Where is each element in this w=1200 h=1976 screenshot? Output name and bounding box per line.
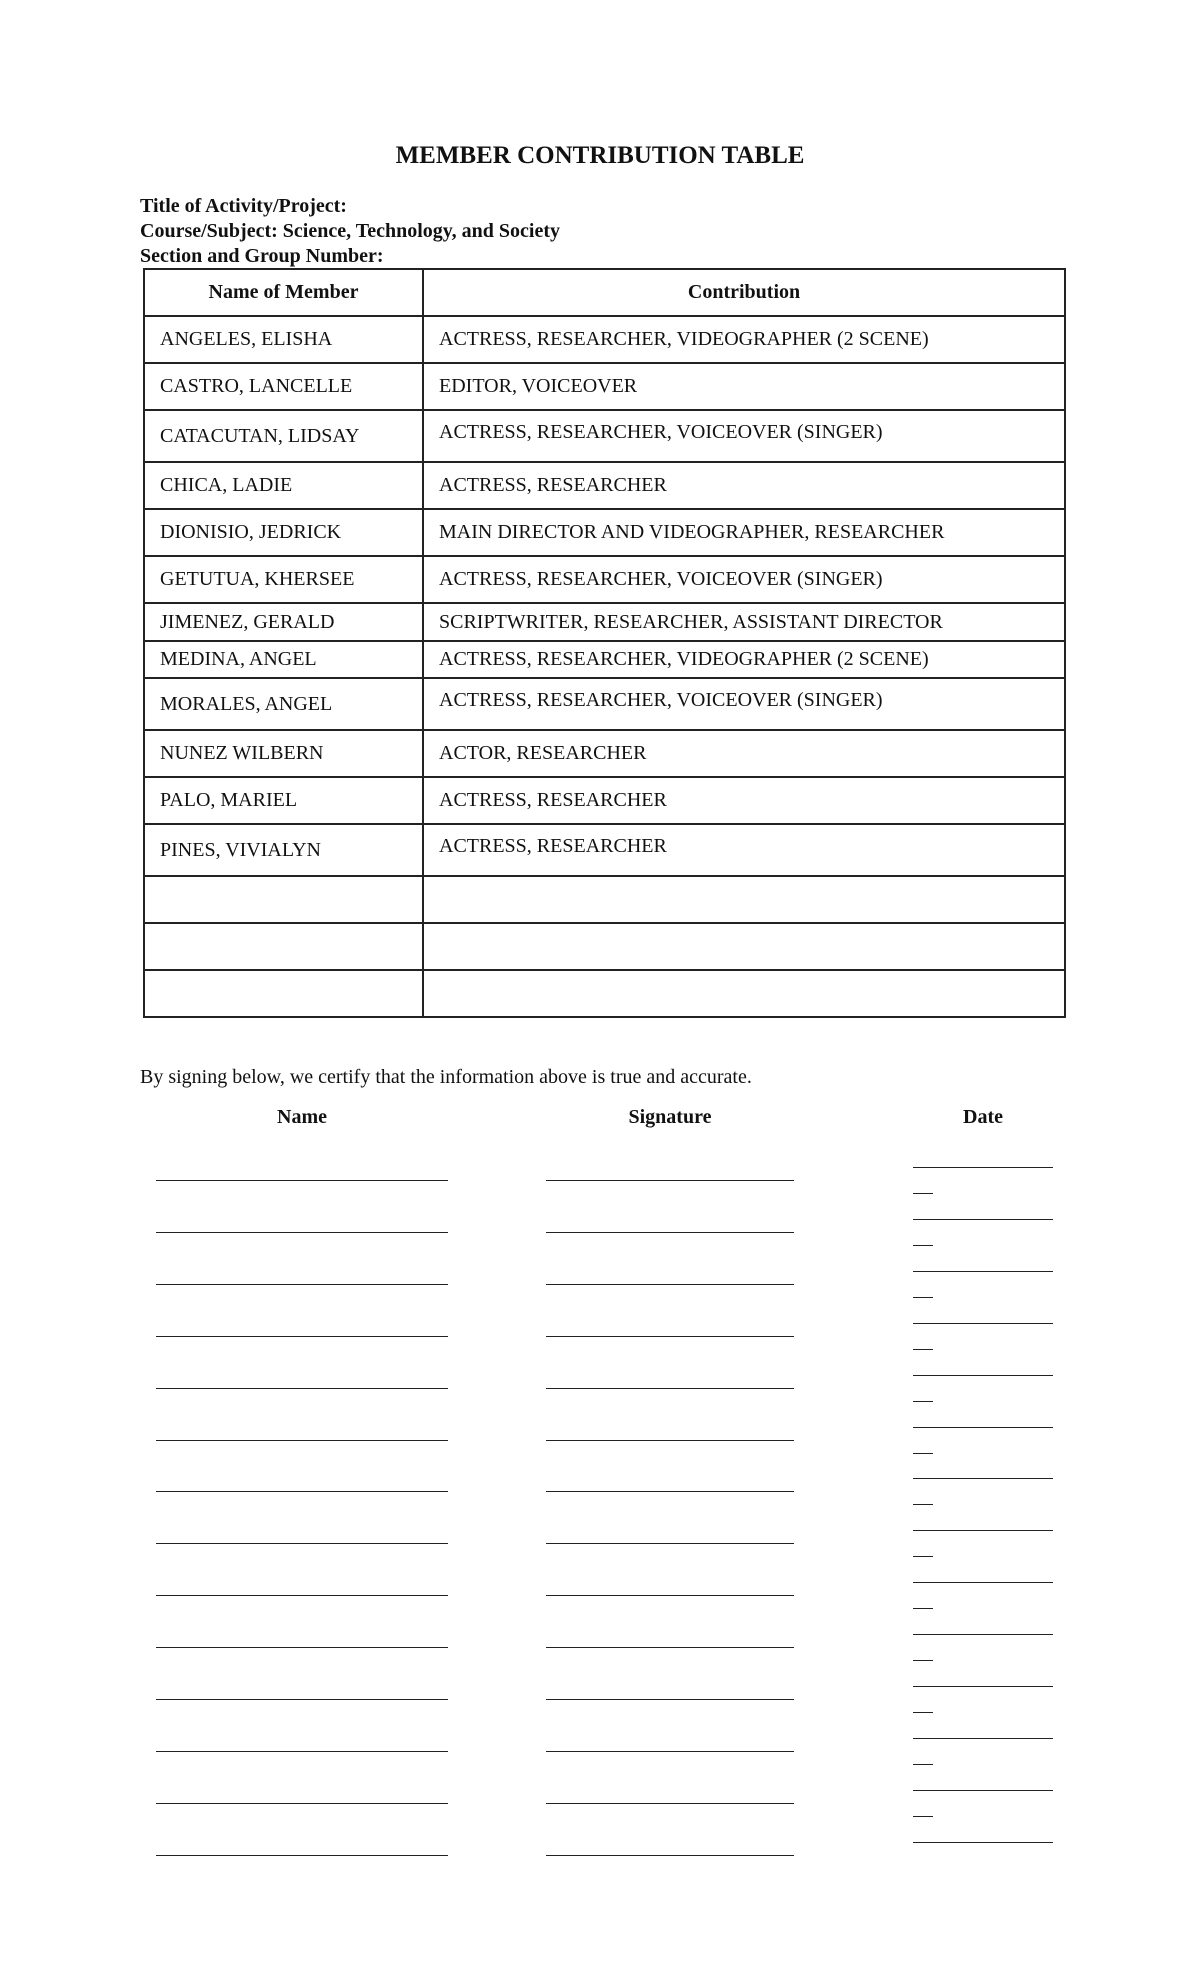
name-signature-line[interactable]: [156, 1284, 448, 1285]
date-line[interactable]: [913, 1686, 1053, 1687]
signature-line[interactable]: [546, 1232, 794, 1233]
page-title: MEMBER CONTRIBUTION TABLE: [395, 142, 805, 169]
date-line[interactable]: [913, 1375, 1053, 1376]
section-group-label: Section and Group Number:: [140, 245, 384, 267]
date-line[interactable]: [913, 1167, 1053, 1168]
contribution-cell: SCRIPTWRITER, RESEARCHER, ASSISTANT DIRECTOR: [423, 603, 1065, 641]
signature-line[interactable]: [546, 1595, 794, 1596]
header-name-of-member: Name of Member: [144, 269, 423, 316]
name-signature-line[interactable]: [156, 1180, 448, 1181]
date-line[interactable]: [913, 1478, 1053, 1479]
signature-line[interactable]: [546, 1440, 794, 1441]
signature-line[interactable]: [546, 1336, 794, 1337]
date-line-continuation[interactable]: [913, 1453, 933, 1454]
contribution-cell: ACTRESS, RESEARCHER: [423, 462, 1065, 509]
name-signature-line[interactable]: [156, 1491, 448, 1492]
member-contribution-table: [143, 268, 1066, 1018]
date-line-continuation[interactable]: [913, 1816, 933, 1817]
table-row: [144, 777, 1065, 824]
contribution-cell: ACTRESS, RESEARCHER, VOICEOVER (SINGER): [423, 678, 1065, 730]
contribution-cell: ACTRESS, RESEARCHER, VOICEOVER (SINGER): [423, 410, 1065, 462]
member-name-cell: CHICA, LADIE: [144, 462, 423, 509]
date-line-continuation[interactable]: [913, 1764, 933, 1765]
date-line-continuation[interactable]: [913, 1608, 933, 1609]
name-signature-line[interactable]: [156, 1388, 448, 1389]
contribution-cell: ACTRESS, RESEARCHER, VIDEOGRAPHER (2 SCENE): [423, 641, 1065, 678]
table-body: [144, 269, 1065, 1017]
contribution-cell: ACTRESS, RESEARCHER, VIDEOGRAPHER (2 SCENE): [423, 316, 1065, 363]
signature-line[interactable]: [546, 1803, 794, 1804]
member-name-cell: NUNEZ WILBERN: [144, 730, 423, 777]
signature-column-header: Signature: [628, 1106, 712, 1128]
name-column-header: Name: [277, 1106, 327, 1128]
contribution-cell: EDITOR, VOICEOVER: [423, 363, 1065, 410]
member-name-cell: PALO, MARIEL: [144, 777, 423, 824]
course-subject-label: Course/Subject: Science, Technology, and Society: [140, 220, 561, 242]
member-name-cell: [144, 970, 423, 1017]
date-line-continuation[interactable]: [913, 1660, 933, 1661]
contribution-cell: [423, 876, 1065, 923]
contribution-cell: MAIN DIRECTOR AND VIDEOGRAPHER, RESEARCHER: [423, 509, 1065, 556]
name-signature-line[interactable]: [156, 1855, 448, 1856]
table-row: [144, 730, 1065, 777]
member-name-cell: CASTRO, LANCELLE: [144, 363, 423, 410]
certification-statement: By signing below, we certify that the information above is true and accurate.: [140, 1066, 752, 1088]
date-line-continuation[interactable]: [913, 1504, 933, 1505]
table-header-row: [144, 269, 1065, 316]
name-signature-line[interactable]: [156, 1699, 448, 1700]
date-line-continuation[interactable]: [913, 1556, 933, 1557]
date-line-continuation[interactable]: [913, 1297, 933, 1298]
name-signature-line[interactable]: [156, 1803, 448, 1804]
signature-line[interactable]: [546, 1491, 794, 1492]
table-row: [144, 462, 1065, 509]
contribution-cell: [423, 970, 1065, 1017]
date-line[interactable]: [913, 1219, 1053, 1220]
name-signature-line[interactable]: [156, 1647, 448, 1648]
date-line[interactable]: [913, 1323, 1053, 1324]
member-name-cell: PINES, VIVIALYN: [144, 824, 423, 876]
name-signature-line[interactable]: [156, 1751, 448, 1752]
date-column-header: Date: [963, 1106, 1003, 1128]
date-line[interactable]: [913, 1427, 1053, 1428]
contribution-cell: ACTRESS, RESEARCHER, VOICEOVER (SINGER): [423, 556, 1065, 603]
member-name-cell: MEDINA, ANGEL: [144, 641, 423, 678]
date-line[interactable]: [913, 1271, 1053, 1272]
name-signature-line[interactable]: [156, 1336, 448, 1337]
table-row: [144, 316, 1065, 363]
table-row: [144, 603, 1065, 641]
date-line-continuation[interactable]: [913, 1193, 933, 1194]
date-line-continuation[interactable]: [913, 1712, 933, 1713]
signature-line[interactable]: [546, 1543, 794, 1544]
signature-line[interactable]: [546, 1751, 794, 1752]
header-contribution: Contribution: [423, 269, 1065, 316]
date-line-continuation[interactable]: [913, 1401, 933, 1402]
name-signature-line[interactable]: [156, 1595, 448, 1596]
name-signature-line[interactable]: [156, 1543, 448, 1544]
table-row: [144, 556, 1065, 603]
member-name-cell: GETUTUA, KHERSEE: [144, 556, 423, 603]
name-signature-line[interactable]: [156, 1232, 448, 1233]
member-name-cell: ANGELES, ELISHA: [144, 316, 423, 363]
date-line[interactable]: [913, 1738, 1053, 1739]
date-line[interactable]: [913, 1634, 1053, 1635]
table-row: [144, 824, 1065, 876]
member-name-cell: [144, 923, 423, 970]
table-row: [144, 641, 1065, 678]
activity-title-label: Title of Activity/Project:: [140, 195, 347, 217]
signature-line[interactable]: [546, 1699, 794, 1700]
table-row: [144, 970, 1065, 1017]
table-row: [144, 678, 1065, 730]
member-name-cell: JIMENEZ, GERALD: [144, 603, 423, 641]
member-name-cell: DIONISIO, JEDRICK: [144, 509, 423, 556]
date-line[interactable]: [913, 1790, 1053, 1791]
contribution-cell: ACTRESS, RESEARCHER: [423, 777, 1065, 824]
table-row: [144, 410, 1065, 462]
signature-line[interactable]: [546, 1388, 794, 1389]
signature-line[interactable]: [546, 1180, 794, 1181]
member-name-cell: [144, 876, 423, 923]
date-line-continuation[interactable]: [913, 1349, 933, 1350]
contribution-cell: ACTRESS, RESEARCHER: [423, 824, 1065, 876]
date-line[interactable]: [913, 1530, 1053, 1531]
member-name-cell: MORALES, ANGEL: [144, 678, 423, 730]
contribution-cell: [423, 923, 1065, 970]
table-row: [144, 923, 1065, 970]
date-line[interactable]: [913, 1582, 1053, 1583]
name-signature-line[interactable]: [156, 1440, 448, 1441]
signature-line[interactable]: [546, 1284, 794, 1285]
signature-line[interactable]: [546, 1647, 794, 1648]
date-line-continuation[interactable]: [913, 1245, 933, 1246]
table-row: [144, 363, 1065, 410]
member-name-cell: CATACUTAN, LIDSAY: [144, 410, 423, 462]
table-row: [144, 509, 1065, 556]
table-row: [144, 876, 1065, 923]
contribution-cell: ACTOR, RESEARCHER: [423, 730, 1065, 777]
signature-line[interactable]: [546, 1855, 794, 1856]
date-line[interactable]: [913, 1842, 1053, 1843]
